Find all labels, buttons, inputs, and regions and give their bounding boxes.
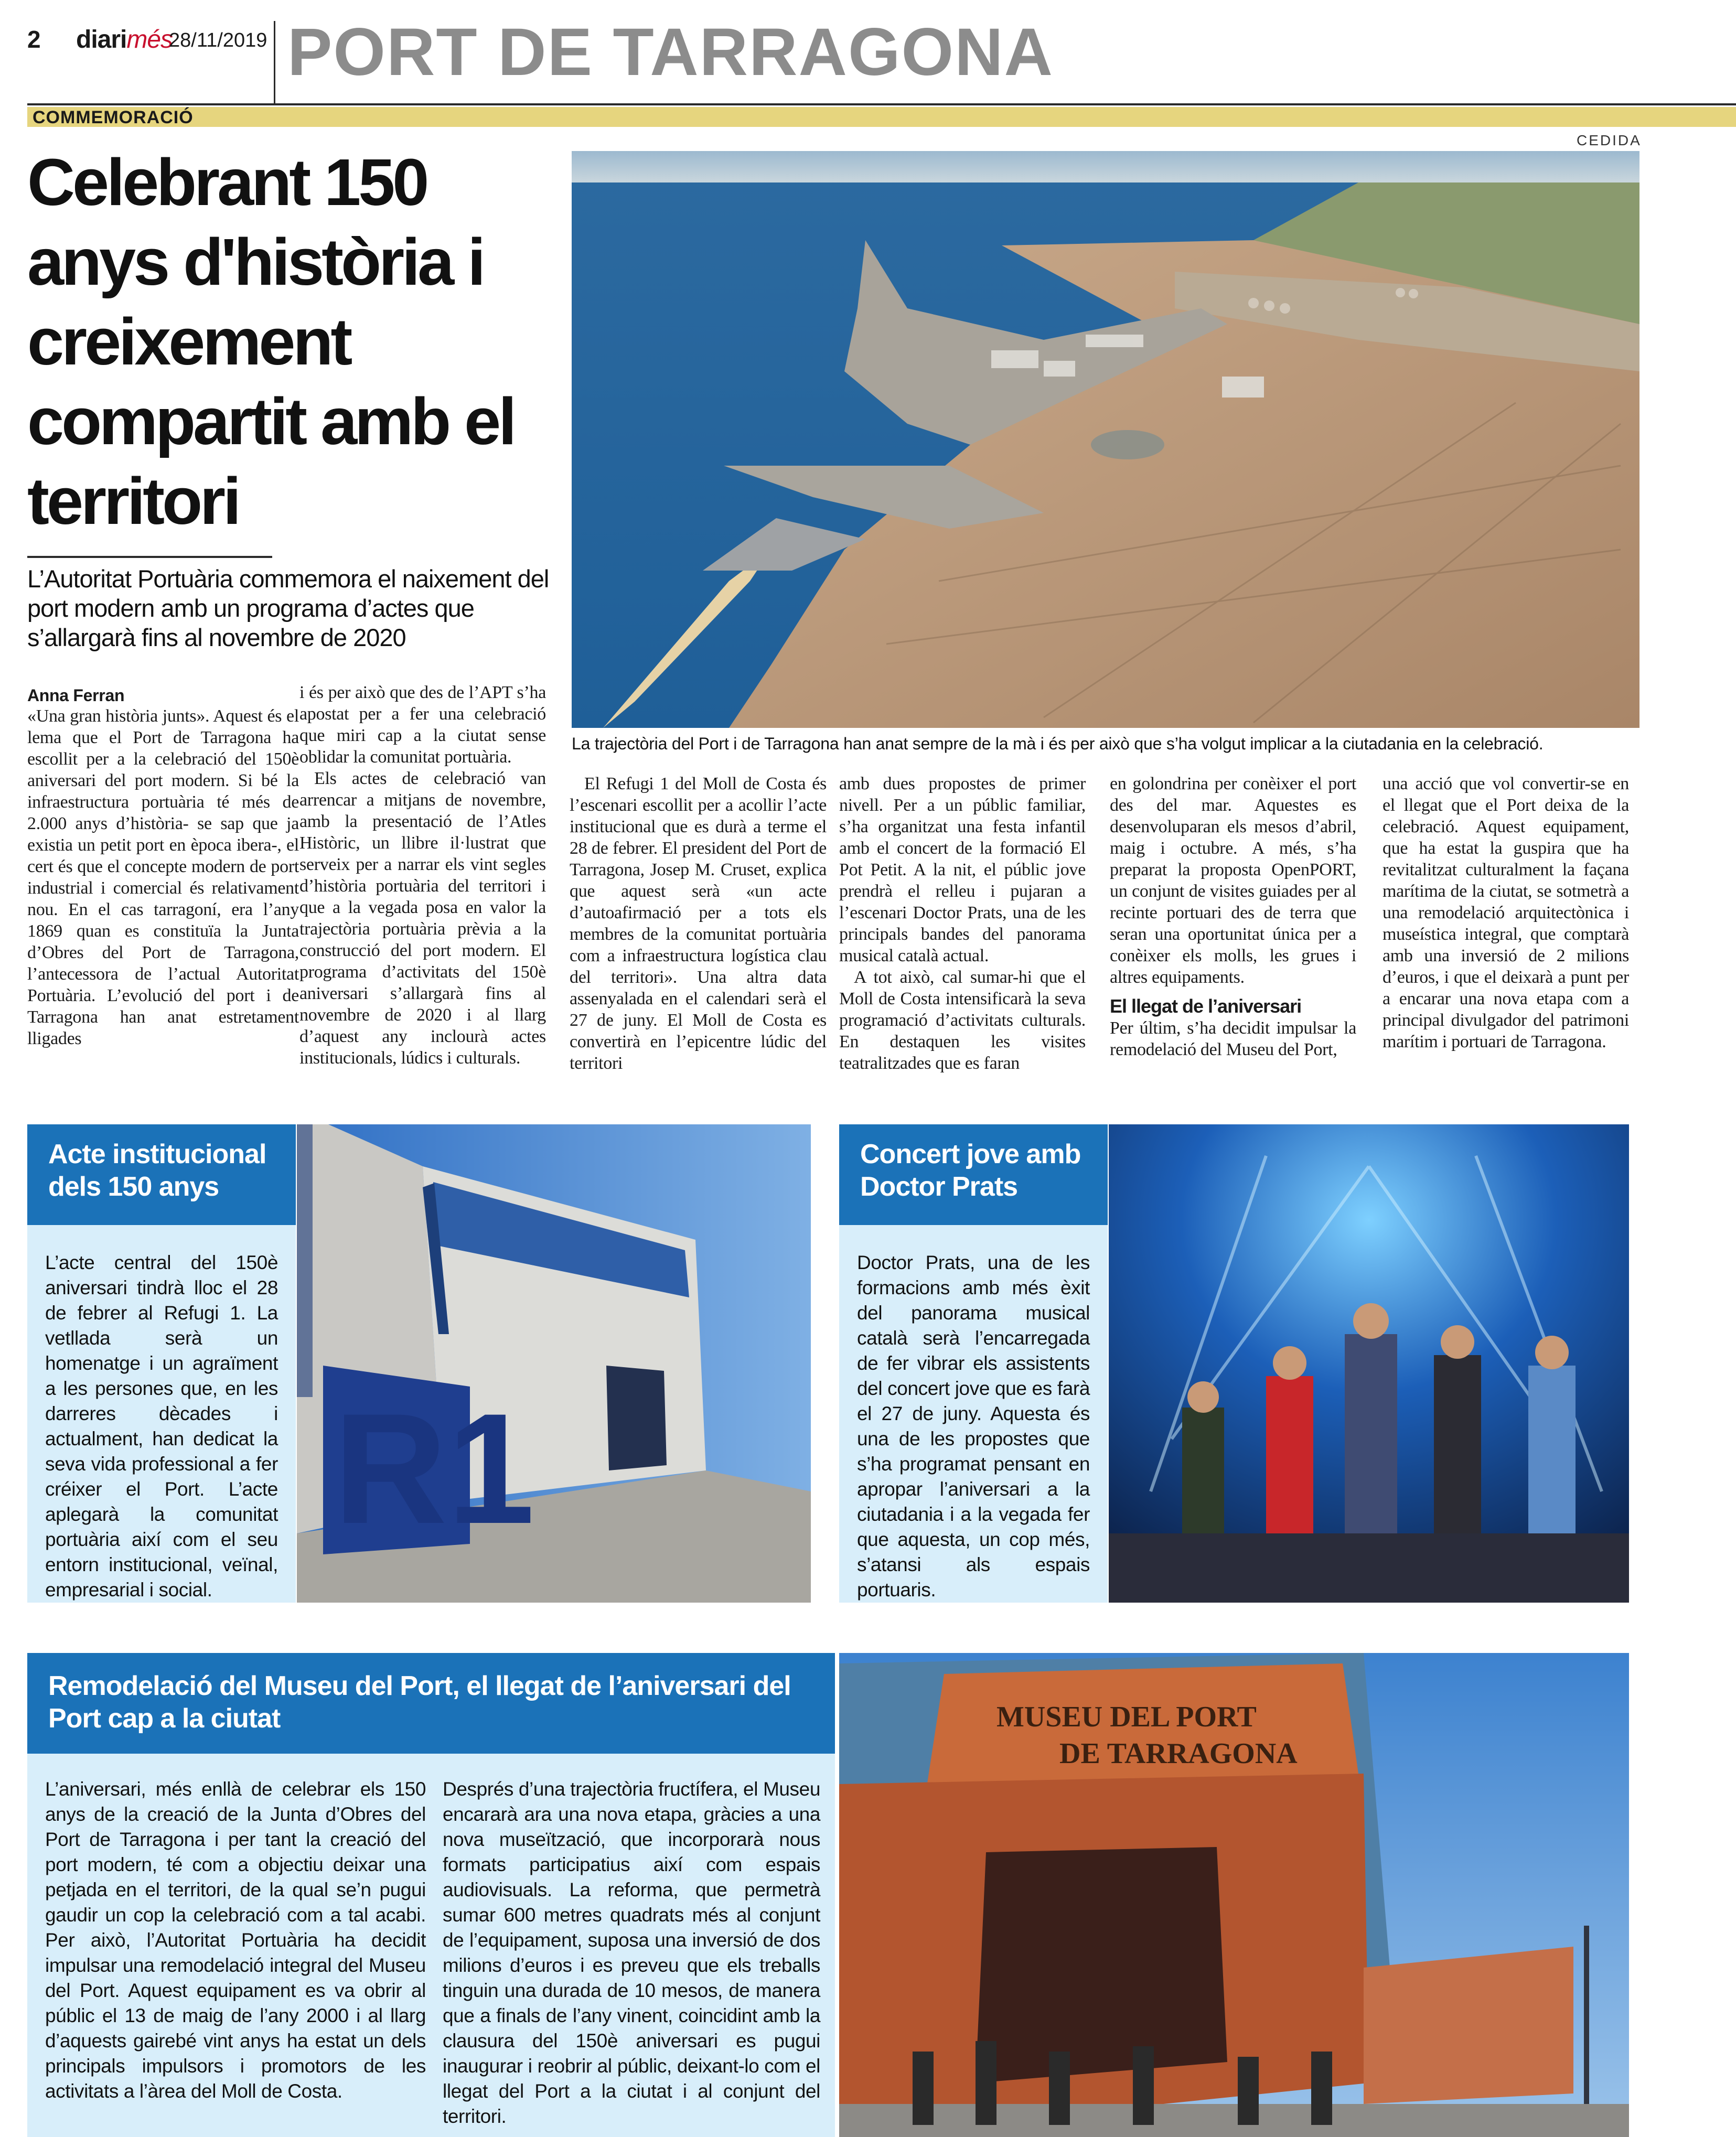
concert-photo <box>1109 1124 1629 1603</box>
paragraph: una acció que vol convertir-se en el llegat que el Port deixa de la celebració. Aquest equipament, que ha estat la guspira que ha revitalitzat culturalment la façana marítima de la ciutat, se sotmetrà a una remodelació arquitectònica i museística integral, que comptarà amb una inversió de 2 milions d’euros, i que el deixarà a punt per a encarar una nova etapa com a principal divulgador del patrimoni marítim i portuari de Tarragona. <box>1383 774 1629 1051</box>
brand-main: diari <box>76 26 127 53</box>
box-text-col1: L’aniversari, més enllà de celebrar els 150 anys de la creació de la Junta d’Obres del Port de Tarragona i per tant la creació del port modern, té com a objectiu deixar una petjada en el territori, de la qual se’n pugui gaudir un cop la celebració com a tal acabi. Per això, l’Autoritat Portuària ha decidit impulsar una remodelació integral del Museu del Port. Aquest equipament es va obrir al públic el 13 de maig de l’any 2000 i al llarg d’aquests gairebé vint anys ha estat un dels principals impulsors i promotors de les activitats a l’àrea del Moll de Costa. <box>45 1778 426 2102</box>
photo-credit: CEDIDA <box>1577 132 1642 148</box>
page-number: 2 <box>27 26 41 53</box>
box-title: Remodelació del Museu del Port, el llegat de l’aniversari del Port cap a la ciutat <box>27 1653 835 1754</box>
headline-rule <box>27 556 272 558</box>
museum-sign-line2: DE TARRAGONA <box>1059 1737 1298 1770</box>
kicker-bar <box>27 107 1736 127</box>
box-text: L’acte central del 150è aniversari tindrà lloc el 28 de febrer al Refugi 1. La vetllada serà un homenatge i un agraïment a les persones que, en les darreres dècades i actualment, han dedicat la seva vida professional a fer créixer el Port. L’acte aplegarà la comunitat portuària així com el seu entorn institucional, veïnal, empresarial i social. <box>45 1252 278 1601</box>
article-column-4 <box>839 773 1086 1074</box>
r1-sign-text: R1 <box>334 1380 535 1556</box>
paragraph: Els actes de celebració van arrencar a mitjans de novembre, amb la presentació de l’Atles Històric, un llibre il·lustrat que serveix per a narrar els vint segles d’història portuària del territori i que a la vegada posa en valor la trajectòria portuària prèvia a la construcció del port modern. El programa d’activitats del 150è aniversari s’allargarà fins al novembre de 2020 i al llarg d’aquest any inclourà actes institucionals, lúdics i culturals. <box>299 769 546 1068</box>
kicker-label: COMMEMORACIÓ <box>33 108 194 127</box>
photo-caption: La trajectòria del Port i de Tarragona han anat sempre de la mà i és per això que s’ha volgut implicar a la ciutadania en la celebració. <box>572 734 1544 753</box>
museum-sign-line1: MUSEU DEL PORT <box>996 1701 1257 1733</box>
box-title: Acte institucional dels 150 anys <box>27 1124 296 1225</box>
paragraph: i és per això que des de l’APT s’ha apostat per a fer una celebració que miri cap a la ciutat sense oblidar la comunitat portuària. <box>299 683 546 767</box>
paragraph: A tot això, cal sumar-hi que el Moll de Costa intensificarà la seva programació d’activitats culturals. En destaquen les visites teatralitzades que es faran <box>839 968 1086 1073</box>
refugi-building-photo <box>297 1124 811 1603</box>
box-title: Concert jove amb Doctor Prats <box>839 1124 1108 1225</box>
header-rule <box>27 103 1736 105</box>
article-column-5 <box>1110 773 1356 1060</box>
museu-del-port-photo <box>839 1653 1629 2137</box>
paragraph: amb dues propostes de primer nivell. Per a un públic familiar, s’ha organitzat una festa infantil amb el concert de la formació El Pot Petit. A la nit, el públic jove prendrà el relleu i pujaran a l’escenari Doctor Prats, una de les principals bandes del panorama musical català actual. <box>839 774 1086 965</box>
brand-accent: més <box>126 26 173 53</box>
sidebar-box-acte-institucional <box>27 1124 296 1603</box>
article-column-3 <box>570 773 827 1074</box>
subheading: El llegat de l’aniversari <box>1110 995 1302 1017</box>
byline: Anna Ferran <box>27 686 125 705</box>
feature-box-museu-del-port <box>27 1653 835 2137</box>
paragraph: El Refugi 1 del Moll de Costa és l’escenari escollit per a acollir l’acte institucional que es durà a terme el 28 de febrer. El president del Port de Tarragona, Josep M. Cruset, explica que aquest serà «un acte d’autoafirmació per a tots els membres de la comunitat portuària com a infraestructura logística clau del territori». Una altra data assenyalada en el calendari serà el 27 de juny. El Moll de Costa es convertirà en l’epicentre lúdic del territori <box>570 774 827 1073</box>
article-column-2 <box>299 682 546 1069</box>
sidebar-box-concert-jove <box>839 1124 1108 1603</box>
box-text-col2: Després d’una trajectòria fructífera, el Museu encararà ara una nova etapa, gràcies a una nova museïtzació, que incorporarà nous formats participatius així com espais audiovisuals. La reforma, que permetrà sumar 600 metres quadrats més al conjunt de l’equipament, suposa una inversió de dos milions d’euros i es preveu que els treballs tinguin una durada de 10 mesos, de manera que a finals de l’any vinent, coincidint amb la clausura del 150è aniversari es pugui inaugurar i reobrir al públic, deixant-lo com el llegat del Port a la ciutat i al conjunt del territori. <box>443 1778 820 2127</box>
aerial-port-photo <box>572 151 1639 728</box>
article-column-6 <box>1383 773 1629 1053</box>
issue-date: 28/11/2019 <box>169 29 267 51</box>
box-text: Doctor Prats, una de les formacions amb més èxit del panorama musical català serà l’encarregada de fer vibrar els assistents del concert jove que es farà el 27 de juny. Aquesta és una de les propostes que s’ha programat pensant en apropar l’aniversari a la ciutadania i a la vegada fer que aquesta, un cop més, s’atansi als espais portuaris. <box>857 1252 1090 1601</box>
paragraph: Per últim, s’ha decidit impulsar la remodelació del Museu del Port, <box>1110 1018 1356 1059</box>
paragraph: en golondrina per conèixer el port des del mar. Aquestes es desenvoluparan els mesos d’abril, maig i octubre. A més, s’ha preparat la proposta OpenPORT, un conjunt de visites guiades per al recinte portuari des de terra que seran una oportunitat única per a conèixer els molls, les grues i altres equipaments. <box>1110 774 1356 987</box>
header-divider <box>274 21 275 104</box>
paragraph: «Una gran història junts». Aquest és el lema que el Port de Tarragona ha escollit per a la celebració del 150è aniversari del port modern. Si bé la infraestructura portuària té més de 2.000 anys d’història- se sap que ja existia un petit port en època ibera-, el cert és que el concepte modern de port industrial i comercial és relativament nou. En el cas tarragoní, era l’any 1869 quan es constituïa la Junta d’Obres del Port de Tarragona, l’antecessora de l’actual Autoritat Portuària. L’evolució del port i de Tarragona han anat estretament lligades <box>27 706 299 1048</box>
article-standfirst: L’Autoritat Portuària commemora el naixement del port modern amb un programa d’actes que s’allargarà fins al novembre de 2020 <box>27 565 549 651</box>
newspaper-logo[interactable] <box>76 25 173 54</box>
article-column-1 <box>27 686 299 1049</box>
article-headline: Celebrant 150 anys d'història i creixement compartit amb el territori <box>27 145 515 538</box>
section-title: PORT DE TARRAGONA <box>287 15 1054 90</box>
